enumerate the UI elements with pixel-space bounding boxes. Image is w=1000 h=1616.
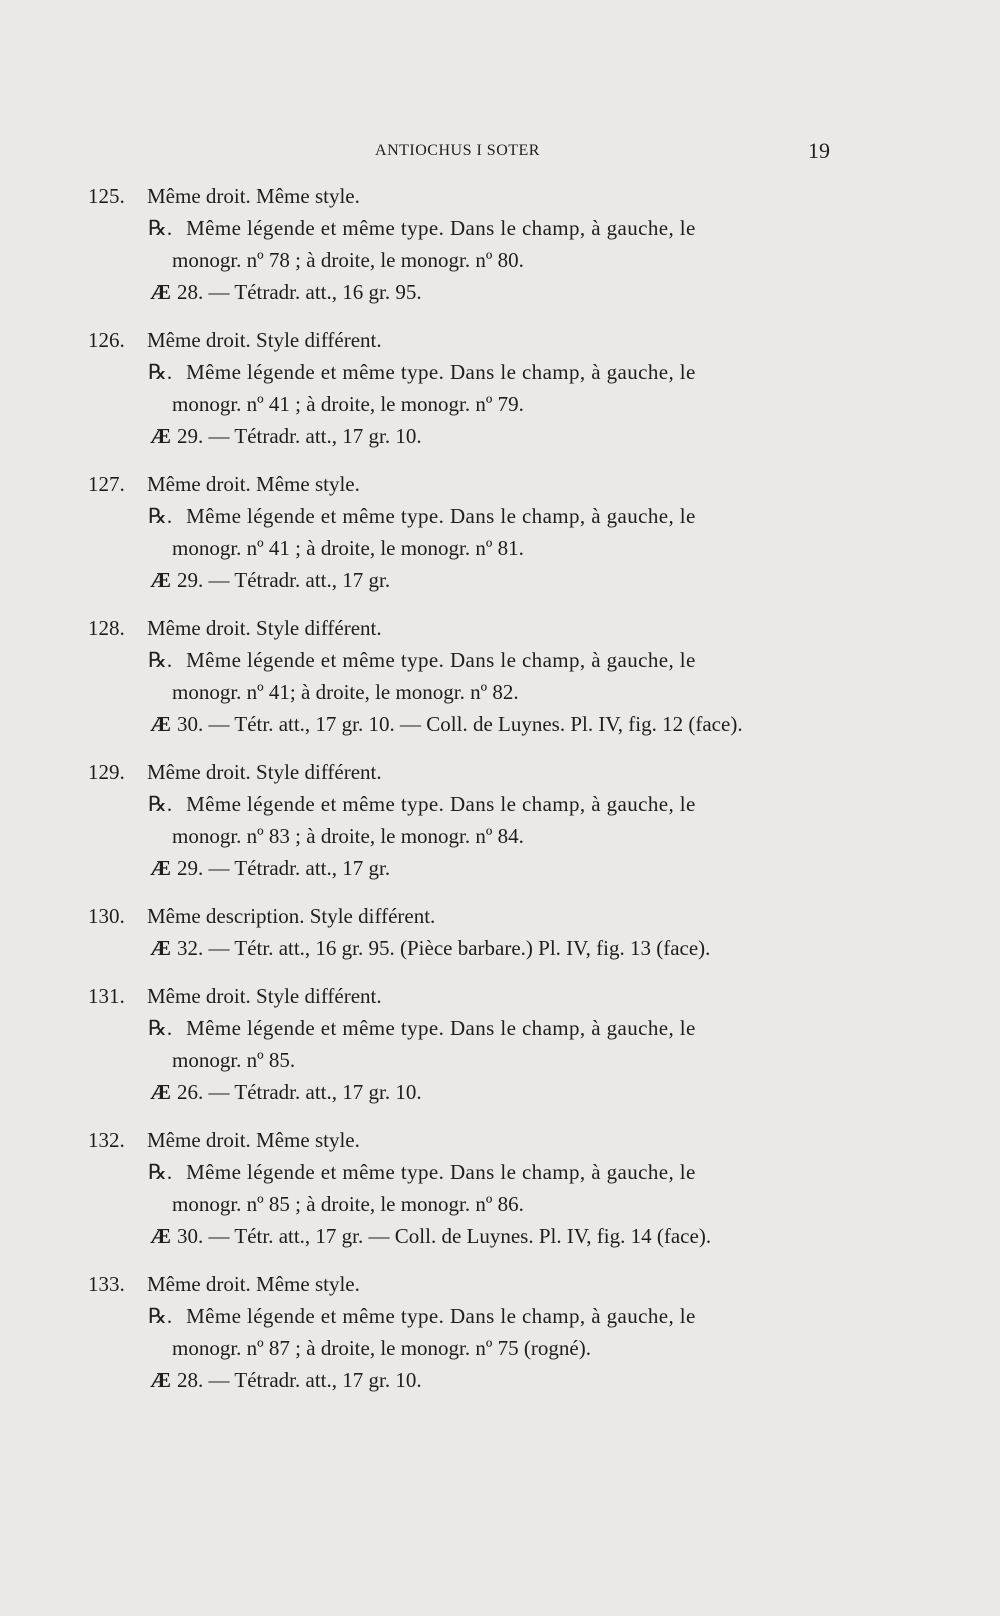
metal-weight-text: 30. — Tétr. att., 17 gr. — Coll. de Luynes. Pl. IV, fig. 14 (face). [177,1224,712,1248]
entry-number: 129. [88,760,125,784]
catalogue-entry [0,1268,1000,1396]
silver-symbol: Æ [150,424,171,448]
reverse-description: Même légende et même type. Dans le champ, à gauche, le [186,216,696,240]
metal-weight-line [0,852,1000,884]
metal-weight-line [0,1364,1000,1396]
catalogue-entry [0,900,1000,964]
metal-weight-text: 29. — Tétradr. att., 17 gr. 10. [177,424,422,448]
entry-number: 127. [88,472,125,496]
entry-heading: Même droit. Style différent. [147,616,382,640]
reverse-mark: ℞. [148,1304,173,1328]
catalogue-entry [0,756,1000,884]
reverse-mark: ℞. [148,360,173,384]
catalogue-entry [0,180,1000,308]
reverse-line [0,212,1000,244]
entry-number: 132. [88,1128,125,1152]
catalogue-entry [0,1124,1000,1252]
entry-heading-line [0,324,1000,356]
catalogue-entries [0,180,1000,1412]
monogram-line: monogr. nº 41; à droite, le monogr. nº 82. [172,680,519,704]
entry-number: 131. [88,984,125,1008]
catalogue-entry [0,612,1000,740]
entry-heading-line [0,1124,1000,1156]
silver-symbol: Æ [150,568,171,592]
silver-symbol: Æ [150,1368,171,1392]
metal-weight-text: 29. — Tétradr. att., 17 gr. [177,568,391,592]
reverse-mark: ℞. [148,792,173,816]
monogram-line: monogr. nº 85. [172,1048,296,1072]
entry-heading: Même droit. Même style. [147,184,360,208]
entry-heading: Même droit. Même style. [147,1128,360,1152]
reverse-mark: ℞. [148,504,173,528]
reverse-mark: ℞. [148,648,173,672]
silver-symbol: Æ [150,856,171,880]
metal-weight-line [0,708,1000,740]
catalogue-entry [0,468,1000,596]
reverse-line [0,788,1000,820]
entry-heading-line [0,468,1000,500]
metal-weight-line [0,1220,1000,1252]
entry-number: 125. [88,184,125,208]
entry-heading: Même droit. Même style. [147,1272,360,1296]
reverse-description: Même légende et même type. Dans le champ, à gauche, le [186,1016,696,1040]
reverse-line [0,1012,1000,1044]
page-number: 19 [808,138,830,163]
entry-heading-line [0,980,1000,1012]
reverse-description: Même légende et même type. Dans le champ, à gauche, le [186,504,696,528]
metal-weight-line [0,932,1000,964]
monogram-line: monogr. nº 41 ; à droite, le monogr. nº 81. [172,536,524,560]
metal-weight-line [0,276,1000,308]
entry-heading-line [0,756,1000,788]
reverse-description: Même légende et même type. Dans le champ, à gauche, le [186,648,696,672]
reverse-line [0,644,1000,676]
catalogue-entry [0,980,1000,1108]
reverse-mark: ℞. [148,216,173,240]
silver-symbol: Æ [150,936,171,960]
entry-number: 128. [88,616,125,640]
monogram-line: monogr. nº 87 ; à droite, le monogr. nº 75 (rogné). [172,1336,591,1360]
entry-heading: Même droit. Style différent. [147,760,382,784]
metal-weight-text: 29. — Tétradr. att., 17 gr. [177,856,391,880]
metal-weight-text: 32. — Tétr. att., 16 gr. 95. (Pièce barbare.) Pl. IV, fig. 13 (face). [177,936,711,960]
reverse-description: Même légende et même type. Dans le champ, à gauche, le [186,1304,696,1328]
reverse-mark: ℞. [148,1160,173,1184]
reverse-description: Même légende et même type. Dans le champ, à gauche, le [186,792,696,816]
entry-number: 126. [88,328,125,352]
entry-heading: Même description. Style différent. [147,904,436,928]
entry-heading-line [0,612,1000,644]
entry-heading-line [0,180,1000,212]
reverse-line [0,356,1000,388]
entry-heading: Même droit. Style différent. [147,328,382,352]
entry-heading: Même droit. Même style. [147,472,360,496]
reverse-line [0,500,1000,532]
monogram-line: monogr. nº 78 ; à droite, le monogr. nº 80. [172,248,524,272]
entry-heading-line [0,900,1000,932]
monogram-line: monogr. nº 41 ; à droite, le monogr. nº 79. [172,392,524,416]
metal-weight-line [0,564,1000,596]
monogram-line: monogr. nº 83 ; à droite, le monogr. nº 84. [172,824,524,848]
metal-weight-text: 28. — Tétradr. att., 17 gr. 10. [177,1368,422,1392]
metal-weight-text: 26. — Tétradr. att., 17 gr. 10. [177,1080,422,1104]
page-header [85,138,830,168]
monogram-line: monogr. nº 85 ; à droite, le monogr. nº 86. [172,1192,524,1216]
catalogue-entry [0,324,1000,452]
silver-symbol: Æ [150,1224,171,1248]
metal-weight-line [0,1076,1000,1108]
reverse-line [0,1156,1000,1188]
metal-weight-text: 28. — Tétradr. att., 16 gr. 95. [177,280,422,304]
entry-heading-line [0,1268,1000,1300]
reverse-line [0,1300,1000,1332]
entry-heading: Même droit. Style différent. [147,984,382,1008]
reverse-description: Même légende et même type. Dans le champ, à gauche, le [186,360,696,384]
metal-weight-line [0,420,1000,452]
silver-symbol: Æ [150,712,171,736]
running-title: ANTIOCHUS I SOTER [375,142,540,159]
metal-weight-text: 30. — Tétr. att., 17 gr. 10. — Coll. de Luynes. Pl. IV, fig. 12 (face). [177,712,743,736]
reverse-mark: ℞. [148,1016,173,1040]
entry-number: 133. [88,1272,125,1296]
reverse-description: Même légende et même type. Dans le champ, à gauche, le [186,1160,696,1184]
silver-symbol: Æ [150,280,171,304]
silver-symbol: Æ [150,1080,171,1104]
entry-number: 130. [88,904,125,928]
